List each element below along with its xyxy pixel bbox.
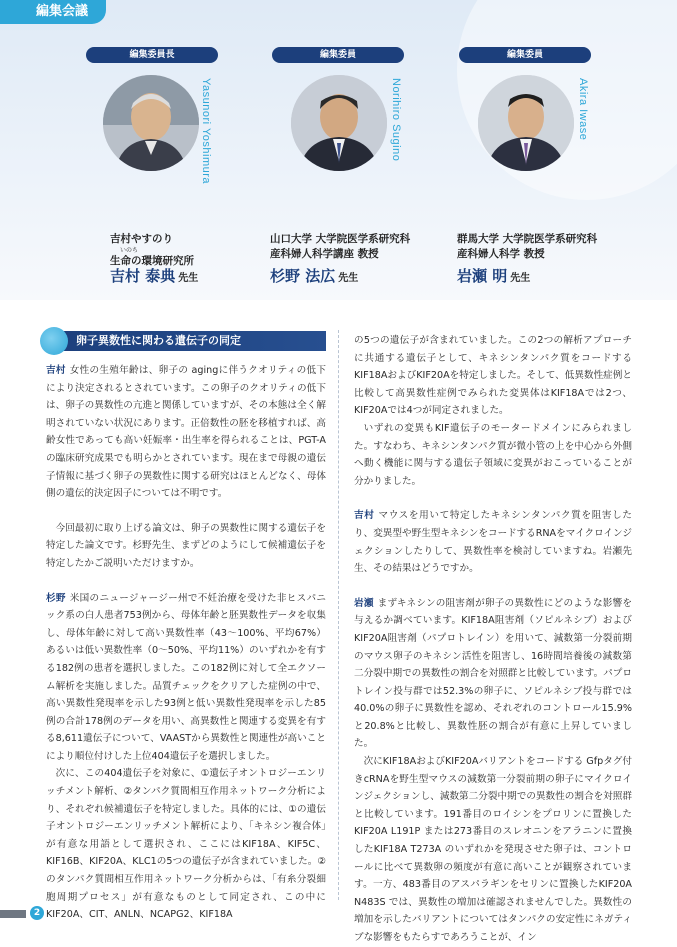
column-divider — [338, 330, 339, 900]
role-label-chair: 編集委員長 — [86, 47, 218, 63]
romaji-sugino: Norihiro Sugino — [390, 78, 402, 162]
name-sugino — [270, 265, 358, 286]
name-text: 吉村 泰典 — [110, 267, 176, 285]
name-text: 杉野 法広 — [270, 267, 336, 285]
speaker-label: 吉村 — [354, 510, 375, 522]
left-column — [46, 362, 326, 924]
romaji-yoshimura: Yasunori Yoshimura — [200, 78, 212, 185]
ruby-text: いのち — [120, 247, 139, 254]
affiliation-line: 産科婦人科学講座 教授 — [270, 248, 379, 260]
paragraph-text: マウスを用いて特定したキネシンタンパク質を阻害したり、変異型や野生型キネシンをコードするRNAをマイクロインジェクションしたりして、異数性率を検討していますね。岩瀬先生、その結果はどうですか。 — [354, 510, 632, 575]
honorific: 先生 — [338, 273, 359, 284]
affiliation-sugino — [270, 232, 410, 262]
paragraph: の5つの遺伝子が含まれていました。この2つの解析アプローチに共通する遺伝子として、キネシンタンパク質をコードするKIF18AおよびKIF20Aを特定しました。そして、低異数性症例と比較して高異数性症例でみられた変異体はKIF18Aでは2つ、KIF20Aでは4つが同定されました。 — [354, 335, 632, 417]
paragraph: 次にKIF18AおよびKIF20Aバリアントをコードする Gfpタグ付きcRNAを野生型マウスの減数第一分裂前期の卵子にマイクロインジェクションし、減数第二分裂中期での異数性の割合を対照群と比較しています。191番目のロイシンをプロリンに置換したKIF20A L191P または273番目のスレオニンをアラニンに置換したKIF18A T273A のいずれかを発現させた卵子は、コントロールに比べて異数卵の頻度が有意に高いことが観察されています。一方、483番目のアスパラギンをセリンに置換したKIF20A N483S では、異数性の増加は確認されませんでした。異数性の増加を示したバリアントについてはタンパクの安定性にネガティブな影響をもたらすであろうことが、イン — [354, 756, 632, 943]
affiliation-line: 生命の環境研究所 — [110, 255, 194, 267]
paragraph — [354, 507, 632, 577]
paragraph — [46, 590, 326, 766]
paragraph: 今回最初に取り上げる論文は、卵子の異数性に関する遺伝子を特定した論文です。杉野先生、まずどのようにして候補遺伝子を特定したかご説明いただけますか。 — [46, 522, 326, 569]
paragraph-text: 女性の生殖年齢は、卵子の agingに伴うクオリティの低下により決定されるとされています。この卵子のクオリティの低下は、卵子の異数性の亢進と関係していますが、その本態は全く解明されていない状況にあります。正倍数性の胚を移植すれば、高齢女性であっても高い妊娠率・出生率を得られることは、PGT-Aの臨床研究成果でも明らかとされています。現在まで母親の遺伝子情報に基づく卵子の異数性に関する研究はほとんどなく、母体側の遺伝的決定因子については不明です。 — [46, 365, 326, 500]
speaker-label: 岩瀬 — [354, 597, 374, 609]
portrait-sugino — [291, 75, 387, 171]
paragraph — [46, 362, 326, 503]
affiliation-line: 吉村やすのり — [110, 233, 173, 245]
portrait-yoshimura-photo — [103, 75, 199, 171]
portrait-yoshimura — [103, 75, 199, 171]
paragraph-text: 米国のニュージャージー州で不妊治療を受けた非ヒスパニック系の白人患者753例から、母体年齢と胚異数性データを収集し、母体年齢に対して高い異数性率（43～100%、平均67%）あるいは低い異数性率（0～50%、平均11%）のいずれかを有する182例の患者を選択しました。この182例に対して全エクソーム解析を実施しました。品質チェックをクリアした症例の中で、高い異数性発現率を示した93例と低い異数性発現率を示した85例の合計178例のデータを用い、高異数性と関連する変異を有する8,611遺伝子について、VAASTから異数性と関連性が高いことにより順位付けした上位404遺伝子を選択しました。 — [46, 592, 326, 762]
speaker-label: 吉村 — [46, 365, 66, 376]
speaker-label: 杉野 — [46, 592, 66, 604]
paragraph: 次に、この404遺伝子を対象に、①遺伝子オントロジーエンリッチメント解析、②タンパク質間相互作用ネットワーク分析により、それぞれ候補遺伝子を特定しました。具体的には、①の遺伝子オントロジーエンリッチメント解析により、「キネシン複合体」が有意な用語として選択され、ここにはKIF18A、KIF5C、KIF16B、KIF20A、KLC1の5つの遺伝子が含まれていました。②のタンパク質間相互作用ネットワーク分析からは、「有糸分裂細胞周期プロセス」が有意なものとして同定され、この中にKIF20A、CIT、ANLN、NCAPG2、KIF18A — [46, 768, 326, 921]
affiliation-line: 山口大学 大学院医学系研究科 — [270, 233, 411, 245]
role-label-member: 編集委員 — [272, 47, 404, 63]
affiliation-iwase — [457, 232, 597, 262]
section-tag: 編集会議 — [0, 0, 106, 24]
paragraph — [354, 595, 632, 753]
right-column — [354, 332, 632, 947]
paragraph: いずれの変異もKIF遺伝子のモータードメインにみられました。すなわち、キネシンタンパク質が微小管の上を中心から外側へ動く機能に関与する遺伝子領域に変異がおこっていることが分かりました。 — [354, 422, 632, 487]
section-heading: 卵子異数性に関わる遺伝子の同定 — [46, 331, 326, 351]
romaji-iwase: Akira Iwase — [577, 78, 589, 141]
paragraph-text: まずキネシンの阻害剤が卵子の異数性にどのような影響を与えるか調べています。KIF18A阻害剤（ソピルネシブ）およびKIF20A阻害剤（パプロトレイン）を用いて、減数第一分裂前期のマウス卵子のキネシン活性を阻害し、16時間培養後の減数第二分裂中期での異数性の割合を対照群と比較しています。パプロトレイン投与群では52.3%の卵子に、ソピルネシブ投与群では40.0%の卵子に異数性を認め、それぞれのコントロール15.9%と20.8%と比較し、異数性胚の割合が有意に上昇していました。 — [354, 597, 633, 750]
portrait-sugino-photo — [291, 75, 387, 171]
heading-bullet-icon — [40, 327, 68, 355]
honorific: 先生 — [178, 273, 199, 284]
affiliation-line: 群馬大学 大学院医学系研究科 — [457, 233, 598, 245]
name-text: 岩瀬 明 — [457, 267, 508, 285]
role-label-member: 編集委員 — [459, 47, 591, 63]
portrait-iwase — [478, 75, 574, 171]
affiliation-line: 産科婦人科学 教授 — [457, 248, 545, 260]
name-yoshimura — [110, 265, 198, 286]
name-iwase — [457, 265, 530, 286]
honorific: 先生 — [510, 273, 531, 284]
footer-bar — [0, 910, 26, 918]
portrait-iwase-photo — [478, 75, 574, 171]
page-number: 2 — [30, 906, 44, 920]
affiliation-yoshimura — [110, 232, 194, 269]
